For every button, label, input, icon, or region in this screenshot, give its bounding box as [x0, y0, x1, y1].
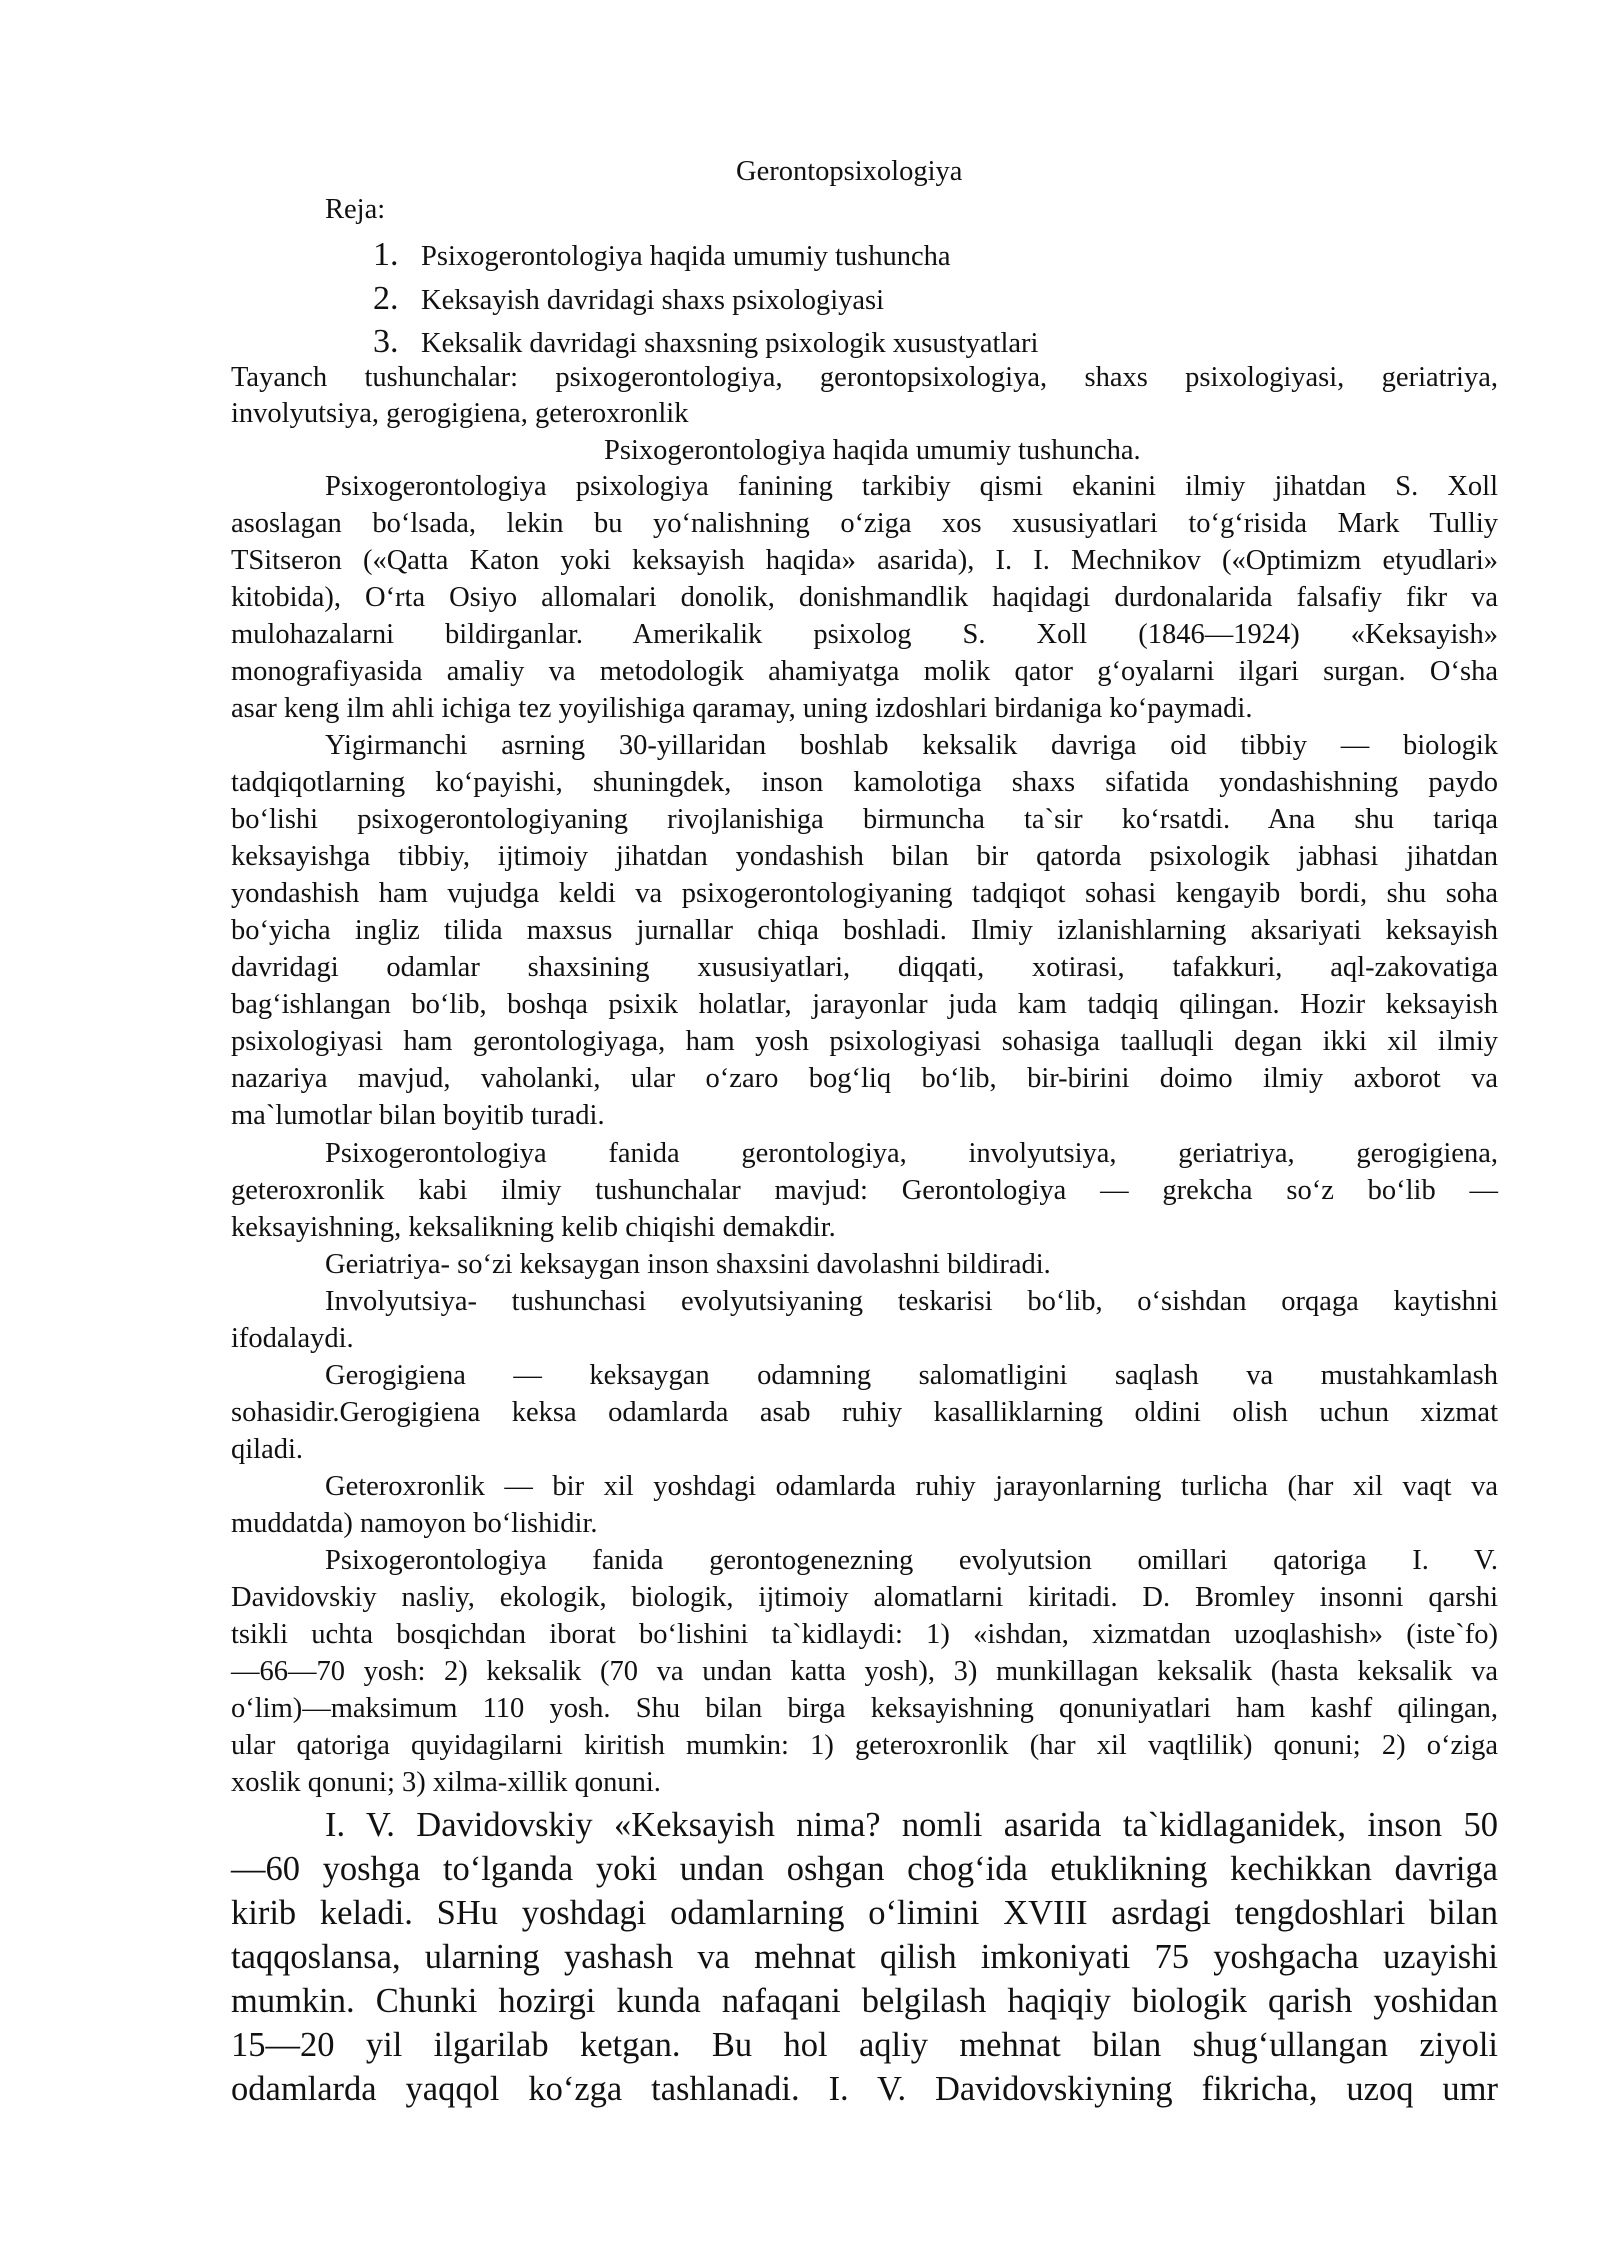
- plan-item-text: Psixogerontologiya haqida umumiy tushuncha: [421, 241, 951, 272]
- paragraph-line: —60 yoshga to‘lganda yoki undan oshgan chog‘ida etuklikning kechikkan davriga: [231, 1850, 1498, 1888]
- section-heading: Psixogerontologiya haqida umumiy tushuncha.: [604, 435, 1141, 466]
- paragraph-line: I. V. Davidovskiy «Keksayish nima? nomli asarida ta`kidlaganidek, inson 50: [325, 1806, 1498, 1844]
- paragraph-line: tsikli uchta bosqichdan iborat bo‘lishini ta`kidlaydi: 1) «ishdan, xizmatdan uzoqlashish» (iste`fo): [231, 1619, 1498, 1650]
- paragraph-line: 15—20 yil ilgarilab ketgan. Bu hol aqliy mehnat bilan shug‘ullangan ziyoli: [231, 2026, 1498, 2064]
- paragraph-line: qiladi.: [231, 1434, 304, 1465]
- paragraph-line: asoslagan bo‘lsada, lekin bu yo‘nalishning o‘ziga xos xususiyatlari to‘g‘risida Mark Tulliy: [231, 508, 1498, 539]
- paragraph-line: mulohazalarni bildirganlar. Amerikalik psixolog S. Xoll (1846—1924) «Keksayish»: [231, 619, 1498, 650]
- paragraph-line: Involyutsiya- tushunchasi evolyutsiyaning teskarisi bo‘lib, o‘sishdan orqaga kaytishni: [325, 1286, 1498, 1317]
- paragraph-line: bag‘ishlangan bo‘lib, boshqa psixik holatlar, jarayonlar juda kam tadqiq qilingan. Hozir keksayish: [231, 989, 1498, 1020]
- paragraph-line: Psixogerontologiya psixologiya fanining tarkibiy qismi ekanini ilmiy jihatdan S. Xoll: [325, 471, 1498, 502]
- paragraph-line: davridagi odamlar shaxsining xususiyatlari, diqqati, xotirasi, tafakkuri, aql-zakovatiga: [231, 952, 1498, 983]
- paragraph-line: kitobida), O‘rta Osiyo allomalari donolik, donishmandlik haqidagi durdonalarida falsafiy fikr va: [231, 582, 1498, 613]
- paragraph-line: Davidovskiy nasliy, ekologik, biologik, ijtimoiy alomatlarni kiritadi. D. Bromley insonni qarshi: [231, 1582, 1498, 1613]
- paragraph-line: xoslik qonuni; 3) xilma-xillik qonuni.: [231, 1767, 661, 1798]
- paragraph-line: Yigirmanchi asrning 30-yillaridan boshlab keksalik davriga oid tibbiy — biologik: [325, 730, 1498, 761]
- paragraph-line: geteroxronlik kabi ilmiy tushunchalar mavjud: Gerontologiya — grekcha so‘z bo‘lib —: [231, 1175, 1498, 1206]
- paragraph-line: nazariya mavjud, vaholanki, ular o‘zaro bog‘liq bo‘lib, bir-birini doimo ilmiy axborot va: [231, 1063, 1498, 1094]
- paragraph-line: muddatda) namoyon bo‘lishidir.: [231, 1508, 598, 1539]
- paragraph-line: ma`lumotlar bilan boyitib turadi.: [231, 1100, 605, 1131]
- paragraph-line: bo‘yicha ingliz tilida maxsus jurnallar chiqa boshladi. Ilmiy izlanishlarning aksariyati keksayish: [231, 915, 1498, 946]
- paragraph-line: Psixogerontologiya fanida gerontogenezning evolyutsion omillari qatoriga I. V.: [325, 1545, 1498, 1576]
- paragraph-line: keksayishga tibbiy, ijtimoiy jihatdan yondashish bilan bir qatorda psixologik jabhasi jihatdan: [231, 841, 1498, 872]
- keywords-line: Tayanch tushunchalar: psixogerontologiya, gerontopsixologiya, shaxs psixologiyasi, geriatriya,: [231, 362, 1498, 393]
- plan-label: Reja:: [325, 194, 386, 225]
- paragraph-line: monografiyasida amaliy va metodologik ahamiyatga molik qator g‘oyalarni ilgari surgan. O‘sha: [231, 656, 1498, 687]
- paragraph-line: keksayishning, keksalikning kelib chiqishi demakdir.: [231, 1212, 836, 1243]
- plan-item: [373, 282, 884, 316]
- plan-item-text: Keksayish davridagi shaxs psixologiyasi: [421, 285, 885, 316]
- paragraph-line: bo‘lishi psixogerontologiyaning rivojlanishiga birmuncha ta`sir ko‘rsatdi. Ana shu tariqa: [231, 804, 1498, 835]
- plan-item: [373, 238, 951, 272]
- paragraph-line: o‘lim)—maksimum 110 yosh. Shu bilan birga keksayishning qonuniyatlari ham kashf qilingan,: [231, 1693, 1498, 1724]
- plan-item-text: Keksalik davridagi shaxsning psixologik xusustyatlari: [421, 328, 1039, 359]
- paragraph-line: mumkin. Chunki hozirgi kunda nafaqani belgilash haqiqiy biologik qarish yoshidan: [231, 1982, 1498, 2020]
- paragraph-line: Gerogigiena — keksaygan odamning salomatligini saqlash va mustahkamlash: [325, 1360, 1498, 1391]
- paragraph-line: psixologiyasi ham gerontologiyaga, ham yosh psixologiyasi sohasiga taalluqli degan ikki xil ilmiy: [231, 1026, 1498, 1057]
- paragraph-line: tadqiqotlarning ko‘payishi, shuningdek, inson kamolotiga shaxs sifatida yondashishning paydo: [231, 767, 1498, 798]
- paragraph-line: odamlarda yaqqol ko‘zga tashlanadi. I. V. Davidovskiyning fikricha, uzoq umr: [231, 2070, 1498, 2108]
- paragraph-line: yondashish ham vujudga keldi va psixogerontologiyaning tadqiqot sohasi kengayib bordi, shu soha: [231, 878, 1498, 909]
- plan-item: [373, 325, 1038, 359]
- keywords-line: involyutsiya, gerogigiena, geteroxronlik: [231, 398, 689, 429]
- paragraph-line: Geteroxronlik — bir xil yoshdagi odamlarda ruhiy jarayonlarning turlicha (har xil vaqt va: [325, 1471, 1498, 1502]
- paragraph-line: kirib keladi. SHu yoshdagi odamlarning o‘limini XVIII asrdagi tengdoshlari bilan: [231, 1894, 1498, 1932]
- plan-item-number: 2.: [373, 280, 399, 317]
- paragraph-line: ifodalaydi.: [231, 1323, 354, 1354]
- paragraph-line: Psixogerontologiya fanida gerontologiya, involyutsiya, geriatriya, gerogigiena,: [325, 1138, 1498, 1169]
- paragraph-line: ular qatoriga quyidagilarni kiritish mumkin: 1) geteroxronlik (har xil vaqtlilik) qonuni; 2) o‘ziga: [231, 1730, 1498, 1761]
- document-title: Gerontopsixologiya: [736, 156, 963, 187]
- paragraph-line: —66—70 yosh: 2) keksalik (70 va undan katta yosh), 3) munkillagan keksalik (hasta keksalik va: [231, 1656, 1498, 1687]
- paragraph-line: sohasidir.Gerogigiena keksa odamlarda asab ruhiy kasalliklarning oldini olish uchun xizmat: [231, 1397, 1498, 1428]
- paragraph-line: taqqoslansa, ularning yashash va mehnat qilish imkoniyati 75 yoshgacha uzayishi: [231, 1938, 1498, 1976]
- paragraph-line: asar keng ilm ahli ichiga tez yoyilishiga qaramay, uning izdoshlari birdaniga ko‘paymadi.: [231, 693, 1253, 724]
- plan-item-number: 3.: [373, 323, 399, 360]
- plan-item-number: 1.: [373, 236, 399, 273]
- paragraph-line: Geriatriya- so‘zi keksaygan inson shaxsini davolashni bildiradi.: [325, 1249, 1051, 1280]
- paragraph-line: TSitseron («Qatta Katon yoki keksayish haqida» asarida), I. I. Mechnikov («Optimizm etyudlari»: [231, 545, 1498, 576]
